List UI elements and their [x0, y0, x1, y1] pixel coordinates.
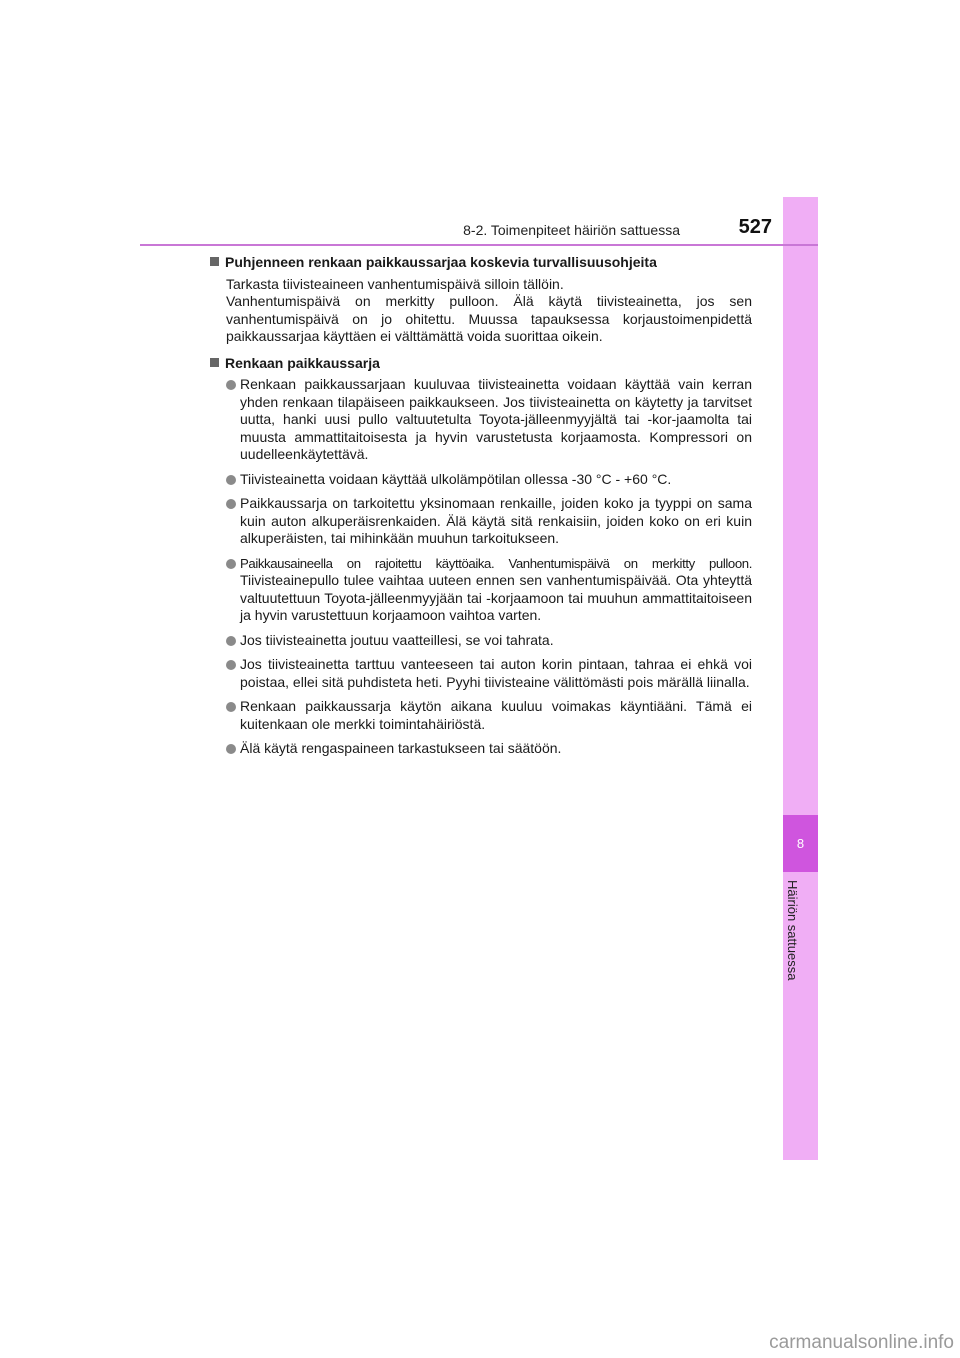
chapter-label: Häiriön sattuessa	[785, 880, 800, 981]
section-title: 8-2. Toimenpiteet häiriön sattuessa	[463, 222, 680, 238]
page-content	[210, 254, 752, 765]
round-bullet-icon	[226, 702, 236, 712]
square-bullet-icon	[210, 257, 219, 266]
list-item-text: Jos tiivisteainetta joutuu vaatteillesi, se voi tahrata.	[240, 631, 554, 648]
chapter-number: 8	[796, 836, 805, 851]
header-divider	[140, 244, 818, 246]
list-item-text: Älä käytä rengaspaineen tarkastukseen tai säätöön.	[240, 740, 562, 756]
section-heading	[210, 355, 752, 373]
list-item	[226, 376, 752, 464]
list-item	[226, 740, 752, 758]
square-bullet-icon	[210, 358, 219, 367]
section-heading	[210, 254, 752, 272]
list-item	[226, 495, 752, 548]
list-item	[226, 471, 752, 489]
list-item-text: Renkaan paikkaussarjaan kuuluvaa tiivisteainetta voidaan käyttää vain kerran yhden renkaan tilapäiseen paikkaukseen. Jos tiivisteainetta on käytetty ja tarvitset uutta, hanki uusi pullo valtuutetulta Toyota-jälleenmyyjältä tai -kor-jaamolta tai muusta ammattitaitoisesta ja hyvin varustetusta korjaamosta. Kompressori on uudelleenkäytettävä.	[240, 376, 752, 462]
list-item-text-continuation: Tiivisteainepullo tulee vaihtaa uuteen ennen sen vanhentumispäivää. Ota yhteyttä valtuutettuun Toyota-jälleenmyyjään tai -korjaamoon tai muuhun ammattitaitoiseen ja hyvin varustettuun korjaamoon vaihtoa varten.	[240, 572, 752, 623]
chapter-side-tab	[783, 197, 818, 1160]
watermark-link[interactable]: carmanualsonline.info	[769, 1332, 954, 1353]
section-heading-text: Renkaan paikkaussarja	[225, 354, 380, 371]
round-bullet-icon	[226, 499, 236, 509]
list-item	[226, 656, 752, 691]
round-bullet-icon	[226, 475, 236, 485]
page-header	[140, 216, 780, 244]
round-bullet-icon	[226, 559, 236, 569]
list-item-text: Tiivisteainetta voidaan käyttää ulkolämpötilan ollessa -30 °C - +60 °C.	[240, 470, 672, 487]
list-item-text-lead: Paikkausaineella on rajoitettu käyttöaika. Vanhentumispäivä on merkitty pulloon.	[240, 555, 752, 571]
bullet-list	[226, 376, 752, 758]
list-item-text: Paikkaussarja on tarkoitettu yksinomaan renkaille, joiden koko ja tyyppi on sama kuin auton alkuperäisrenkaiden. Älä käytä sitä renkaisiin, joiden koko on eri kuin alkuperäisten, tai mihinkään muuhun tarkoitukseen.	[240, 495, 752, 546]
page-number: 527	[738, 216, 772, 238]
list-item-text	[240, 555, 752, 625]
round-bullet-icon	[226, 636, 236, 646]
chapter-number-tab[interactable]	[783, 815, 818, 872]
list-item	[226, 698, 752, 733]
round-bullet-icon	[226, 380, 236, 390]
list-item	[226, 555, 752, 625]
section-heading-text: Puhjenneen renkaan paikkaussarjaa koskevia turvallisuusohjeita	[225, 254, 657, 270]
round-bullet-icon	[226, 660, 236, 670]
safety-paragraph: Tarkasta tiivisteaineen vanhentumispäivä silloin tällöin. Vanhentumispäivä on merkitty pulloon. Älä käytä tiivisteainetta, jos sen vanhentumispäivä on jo ohitettu. Muussa tapauksessa korjaustoimenpidettä paikkaussarjaa käyttäen ei välttämättä voida suorittaa oikein.	[226, 275, 752, 344]
list-item	[226, 632, 752, 650]
list-item-text: Jos tiivisteainetta tarttuu vanteeseen tai auton korin pintaan, tahraa ei ehkä voi poistaa, ellei sitä puhdisteta heti. Pyyhi tiivisteaine välittömästi pois märällä liinalla.	[240, 656, 752, 690]
list-item-text: Renkaan paikkaussarja käytön aikana kuuluu voimakas käyntiääni. Tämä ei kuitenkaan ole merkki toimintahäiriöstä.	[240, 698, 752, 732]
round-bullet-icon	[226, 744, 236, 754]
